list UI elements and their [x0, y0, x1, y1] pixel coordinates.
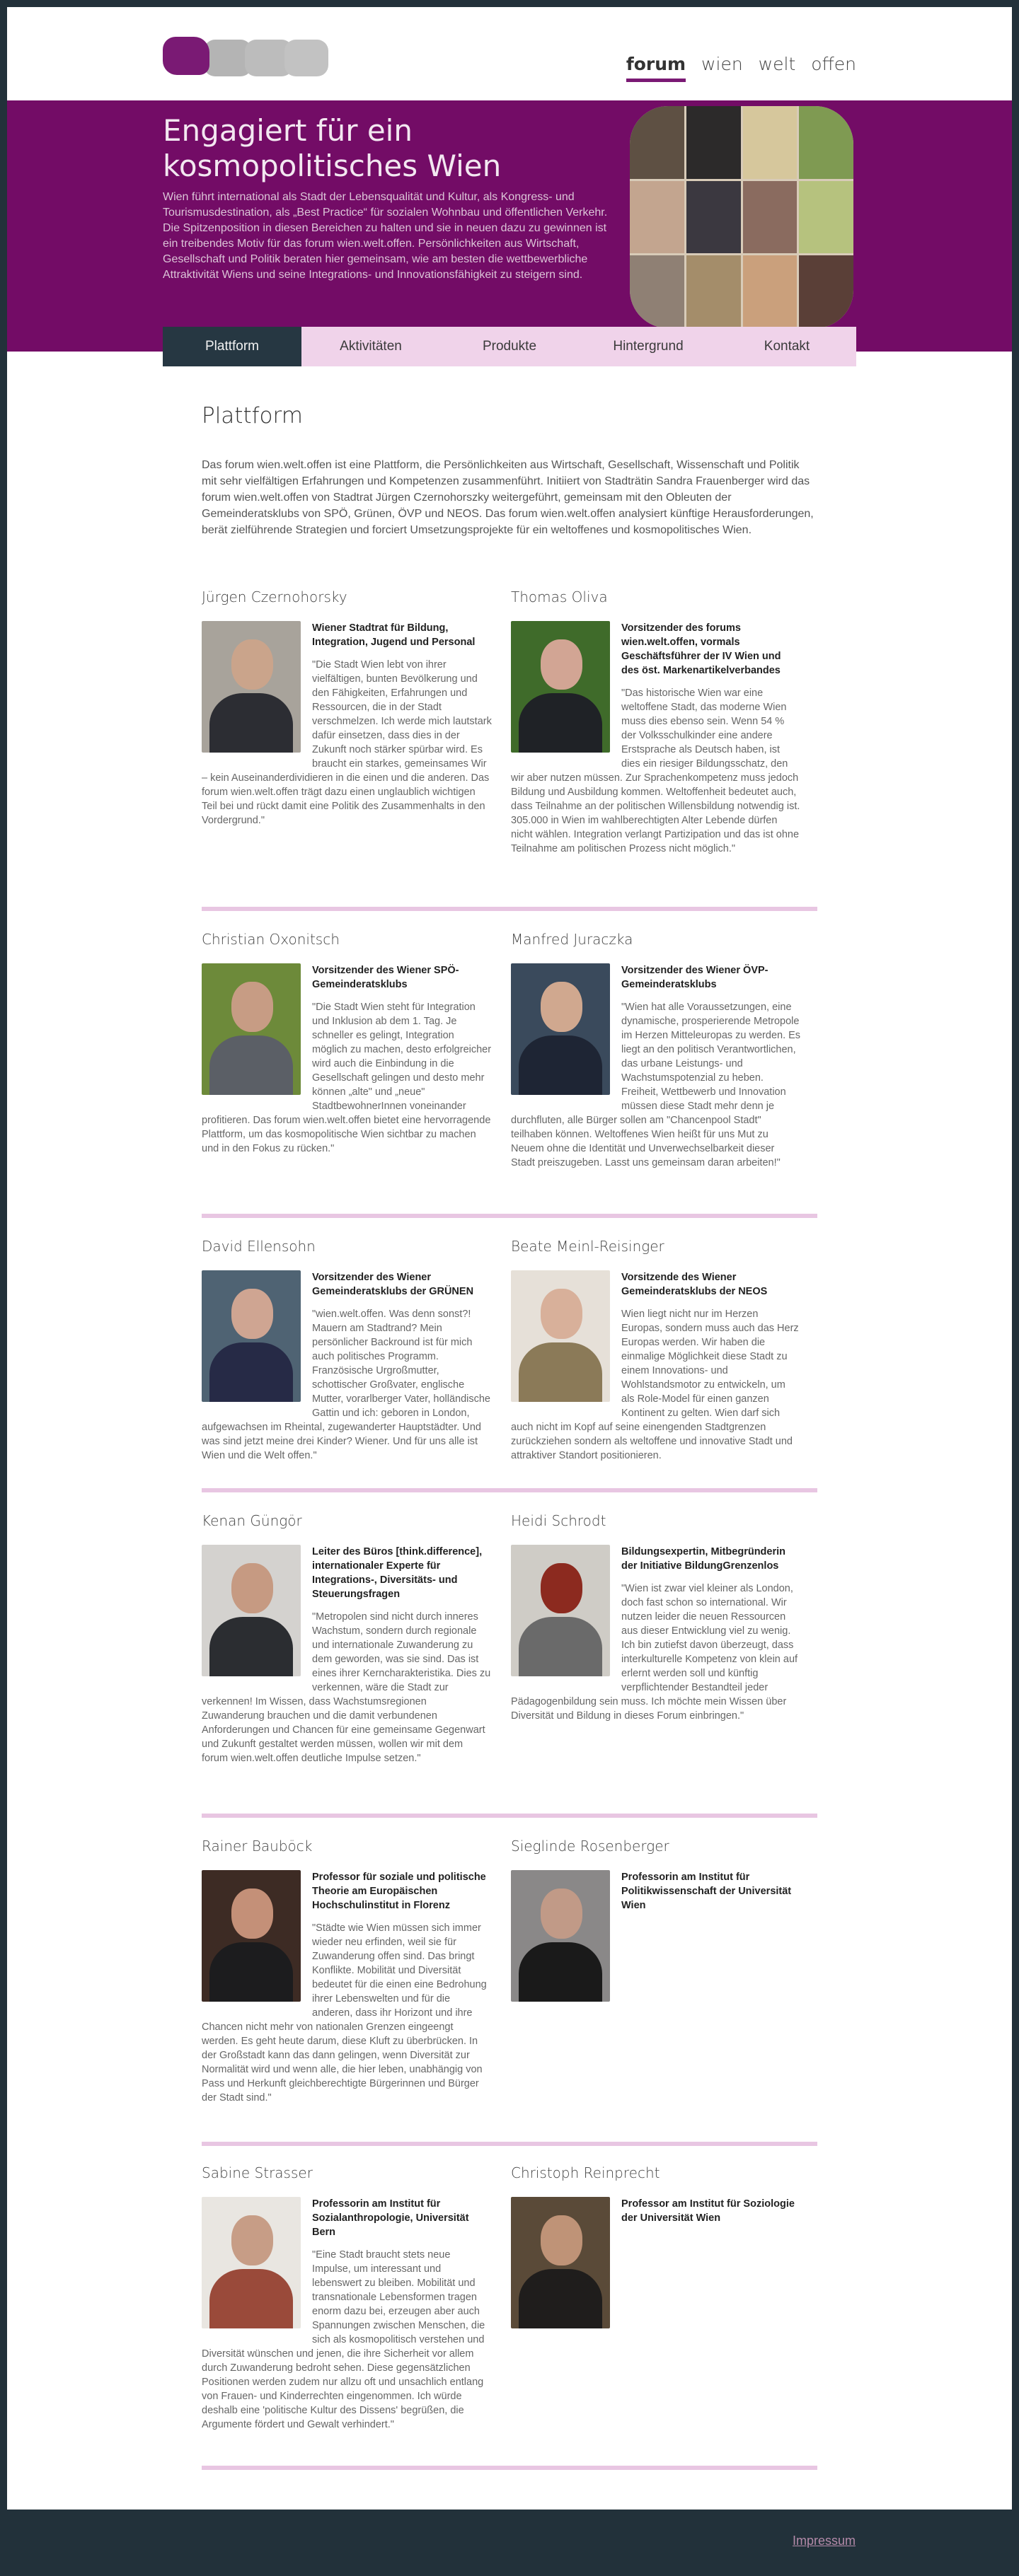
hero-text: Wien führt international als Stadt der Lebensqualität und Kultur, als Kongress- und Tourismusdestination, als „Best Practice“ für sozialen Wohnbau und öffentlichen Verkehr. Die Spitzenposition in diesen Bereichen zu halten und sie in neuen dazu zu gewinnen ist ein treibendes Motiv für das forum wien.welt.offen. Persönlichkeiten aus Wirtschaft, Gesellschaft und Politik beraten hier gemeinsam, wie am besten die wettbewerbliche Attraktivität Wiens und seine Integrations- und Innovationsfähigkeit zu steigern sind. — [163, 191, 608, 281]
person-name: Thomas Oliva — [511, 588, 608, 605]
person-role: Vorsitzender des Wiener ÖVP-Gemeinderatsklubs — [621, 965, 768, 990]
hero-banner — [7, 100, 1012, 352]
person-card — [202, 931, 492, 1156]
hero-title: Engagiert für ein kosmopolitisches Wien — [163, 113, 502, 183]
person-card — [511, 1512, 801, 1723]
person-name: Christian Oxonitsch — [202, 931, 340, 948]
person-role: Leiter des Büros [think.difference], internationaler Experte für Integrations-, Diversitäts- und Steuerungsfragen — [312, 1546, 483, 1600]
person-quote: "Städte wie Wien müssen sich immer wieder neu erfinden, weil sie für Zuwanderung offen sind. Das bringt Konflikte. Mobilität und Diversität bedeutet für die einen eine Bedrohung ihrer Lebenswelten und für die anderen, dass ihr Horizont und ihre Chancen nicht mehr von nationalen Grenzen eingeengt werden. Es geht heute darum, diese Kluft zu überbrücken. In der Großstadt kann das dann gelingen, wenn Diversität zur Normalität wird und wenn alle, die hier leben, unabhängig von Pass und Herkunft gleichberechtigte Bürgerinnen und Bürger der Stadt sind." — [202, 1922, 487, 2104]
person-name: Sabine Strasser — [202, 2164, 313, 2181]
person-role: Vorsitzender des forums wien.welt.offen, vormals Geschäftsführer der IV Wien und des öst. Markenartikelverbandes — [621, 622, 781, 676]
separator — [202, 907, 817, 911]
person-quote: "Metropolen sind nicht durch inneres Wachstum, sondern durch regionale und internationale Zuwanderung zu dem geworden, was sie sind. Das ist eines ihrer Kerncharakteristika. Dies zu verkennen, wäre die Stadt zur verkennen! Im Wissen, dass Wachstumsregionen Zuwanderung brauchen und die damit verbundenen Anforderungen und Chancen für eine gemeinsame Gegenwart und Zukunft gestaltet werden müssen, wollen wir mit dem forum wien.welt.offen deutliche Impulse setzen." — [202, 1611, 491, 1764]
person-photo — [511, 2197, 610, 2328]
separator — [202, 2466, 817, 2470]
person-role: Professor für soziale und politische Theorie am Europäischen Hochschulinstitut in Florenz — [312, 1872, 486, 1911]
person-name: Manfred Juraczka — [511, 931, 633, 948]
person-name: Rainer Bauböck — [202, 1838, 313, 1855]
person-photo — [511, 621, 610, 753]
person-quote: Wien liegt nicht nur im Herzen Europas, sondern muss auch das Herz Europas werden. Wir haben die einmalige Möglichkeit diese Stadt zu einem Innovations- und Wohlstandsmotor zu entwickeln, um als Role-Model für einen ganzen Kontinent zu gelten. Wien darf sich auch nicht im Kopf auf seine einengenden Stadtgrenzen zurückziehen sondern als weltoffene und innovative Stadt und attraktiver Standort positionieren. — [511, 1309, 799, 1461]
impressum-link[interactable]: Impressum — [793, 2534, 856, 2548]
nav-forum[interactable]: forum — [626, 54, 686, 82]
person-role: Vorsitzender des Wiener SPÖ-Gemeinderatsklubs — [312, 965, 459, 990]
page-title: Plattform — [202, 403, 303, 429]
person-name: Christoph Reinprecht — [511, 2164, 660, 2181]
person-name: Beate Meinl-Reisinger — [511, 1238, 664, 1255]
tab-aktivitaeten[interactable]: Aktivitäten — [340, 339, 402, 354]
person-card — [202, 1238, 492, 1463]
separator — [202, 1488, 817, 1492]
tab-hintergrund[interactable]: Hintergrund — [613, 339, 684, 354]
person-role: Professorin am Institut für Sozialanthropologie, Universität Bern — [312, 2198, 469, 2238]
main-nav — [626, 54, 856, 82]
person-role: Professor am Institut für Soziologie der Universität Wien — [621, 2198, 795, 2224]
page — [7, 7, 1012, 2510]
person-photo — [511, 1270, 610, 1402]
person-card — [202, 588, 492, 828]
person-quote: "Wien hat alle Voraussetzungen, eine dynamische, prosperierende Metropole im Herzen Mitteleuropas zu werden. Es liegt an den politisch Verantwortlichen, das urbane Leistungs- und Wachstumspotenzial zu heben. Freiheit, Wettbewerb und Innovation müssen diese Stadt mehr denn je durchfluten, alle Bürger sollen am "Chancenpool Stadt" teilhaben können. Weltoffenes Wien heißt für uns Mut zu Neuem ohne die Identität und Unverwechselbarkeit dieser Stadt preiszugeben. Lasst uns gemeinsam daran arbeiten!" — [511, 1002, 801, 1168]
header — [7, 7, 1012, 100]
nav-offen[interactable]: offen — [811, 54, 856, 74]
person-photo — [511, 1870, 610, 2002]
separator — [202, 2142, 817, 2146]
person-card — [202, 2164, 492, 2432]
person-quote: "Das historische Wien war eine weltoffene Stadt, das moderne Wien muss dies ebenso sein. Wenn 54 % der Volksschulkinder eine andere Erstsprache als Deutsch haben, ist dies ein riesiger Bildungsschatz, den wir aber nutzen müssen. Zur Sprachenkompetenz muss jedoch Bildung und Ausbildung kommen. Weltoffenheit bedeutet auch, dass Teilnahme an der politischen Willensbildung notwendig ist. 305.000 in Wien im wahlberechtigten Alter Lebende dürfen nicht wählen. Integration verlangt Partizipation und das ist ohne Teilnahme am politischen Prozess nicht möglich." — [511, 687, 800, 854]
person-name: Sieglinde Rosenberger — [511, 1838, 669, 1855]
person-photo — [202, 963, 301, 1095]
person-quote: "Die Stadt Wien lebt von ihrer vielfältigen, bunten Bevölkerung und den Fähigkeiten, Erfahrungen und Ressourcen, die in der Stadt verschmelzen. Ich werde mich lautstark dafür einsetzen, dass dies in der Zukunft noch stärker spürbar wird. Es braucht ein starkes, gemeinsames Wir – kein Auseinanderdividieren in die einen und die anderen. Das forum wien.welt.offen trägt dazu einen unglaublich wichtigen Teil bei und rückt damit eine Politik des Zusammenhalts in den Vordergrund." — [202, 659, 492, 826]
person-photo — [511, 1545, 610, 1676]
person-role: Vorsitzender des Wiener Gemeinderatsklubs der GRÜNEN — [312, 1272, 474, 1297]
person-photo — [202, 2197, 301, 2328]
tab-bar — [163, 327, 856, 366]
logo[interactable] — [163, 35, 333, 79]
nav-wien[interactable]: wien — [701, 54, 743, 74]
person-quote: "wien.welt.offen. Was denn sonst?! Mauern am Stadtrand? Mein persönlicher Backround ist für mich auch politisches Programm. Französische Urgroßmutter, schottischer Großvater, englische Mutter, vorarlberger Vater, holländische Gattin und ich: geboren in London, aufgewachsen im Rheintal, zugewanderter Hauptstädter. Und was sind jetzt meine drei Kinder? Wiener. Und für uns alle ist Wien und die Welt offen." — [202, 1309, 491, 1461]
person-card — [511, 1838, 801, 2007]
person-photo — [511, 963, 610, 1095]
person-name: David Ellensohn — [202, 1238, 316, 1255]
person-card — [202, 1512, 492, 1765]
person-card — [202, 1838, 492, 2105]
tab-produkte[interactable]: Produkte — [482, 339, 537, 354]
portrait-collage — [630, 106, 853, 328]
person-quote: "Eine Stadt braucht stets neue Impulse, um interessant und lebenswert zu bleiben. Mobilität und transnationale Lebensformen tragen enorm dazu bei, erzeugen aber auch Spannungen zwischen Menschen, die sich als kosmopolitisch verstehen und Diversität wünschen und jenen, die ihre Sicherheit vor allem durch Zuwanderung bedroht sehen. Diese gegensätzlichen Positionen werden zudem nur allzu oft und unsachlich entlang von Frauen- und Kinderrechten eingenommen. Ich würde deshalb eine 'politische Kultur des Dissens' begrüßen, die Argumente fördert und Gewalt verhindert." — [202, 2249, 485, 2430]
person-photo — [202, 621, 301, 753]
person-card — [511, 1238, 801, 1463]
person-card — [511, 2164, 801, 2334]
tab-plattform[interactable]: Plattform — [163, 327, 301, 366]
separator — [202, 1214, 817, 1218]
person-quote: "Wien ist zwar viel kleiner als London, doch fast schon so international. Wir nutzen leider die neuen Ressourcen aus dieser Entwicklung viel zu wenig. Ich bin zutiefst davon überzeugt, dass interkulturelle Kompetenz von klein auf erlernt werden soll und künftig verpflichtender Bestandteil jeder Pädagogenbildung sein muss. Ich möchte mein Wissen über Diversität und Bildung in dieses Forum einbringen." — [511, 1583, 798, 1722]
person-role: Professorin am Institut für Politikwissenschaft der Universität Wien — [621, 1872, 792, 1911]
tab-kontakt[interactable]: Kontakt — [764, 339, 810, 354]
person-card — [511, 588, 801, 856]
person-name: Kenan Güngör — [202, 1512, 302, 1529]
separator — [202, 1814, 817, 1818]
person-photo — [202, 1870, 301, 2002]
person-name: Heidi Schrodt — [511, 1512, 606, 1529]
person-photo — [202, 1545, 301, 1676]
person-photo — [202, 1270, 301, 1402]
person-role: Wiener Stadtrat für Bildung, Integration, Jugend und Personal — [312, 622, 476, 648]
person-name: Jürgen Czernohorsky — [202, 588, 347, 605]
person-quote: "Die Stadt Wien steht für Integration und Inklusion ab dem 1. Tag. Je schneller es gelingt, Integration möglich zu machen, desto erfolgreicher wird auch die Einbindung in die Gesellschaft gelingen und desto mehr können „alte" und „neue" StadtbewohnerInnen voneinander profitieren. Das forum wien.welt.offen bietet eine hervorragende Plattform, um das kosmopolitische Wien sichtbar zu machen und in den Fokus zu rücken." — [202, 1002, 492, 1154]
person-role: Vorsitzende des Wiener Gemeinderatsklubs der NEOS — [621, 1272, 768, 1297]
person-card — [511, 931, 801, 1170]
intro-text: Das forum wien.welt.offen ist eine Plattform, die Persönlichkeiten aus Wirtschaft, Gesellschaft, Wissenschaft und Politik mit sehr vielfältigen Erfahrungen und Kompetenzen zusammenführt. Initiiert von Stadträtin Sandra Frauenberger wird das forum wien.welt.offen von Stadtrat Jürgen Czernohorszky weitergeführt, gemeinsam mit den Obleuten der Gemeinderatsklubs von SPÖ, Grünen, ÖVP und NEOS. Das forum wien.welt.offen analysiert künftige Herausforderungen, berät zielführende Strategien und forciert Umsetzungsprojekte für ein weltoffenes und kosmopolitisches Wien. — [202, 459, 814, 536]
nav-welt[interactable]: welt — [758, 54, 796, 74]
person-role: Bildungsexpertin, Mitbegründerin der Initiative BildungGrenzenlos — [621, 1546, 786, 1572]
